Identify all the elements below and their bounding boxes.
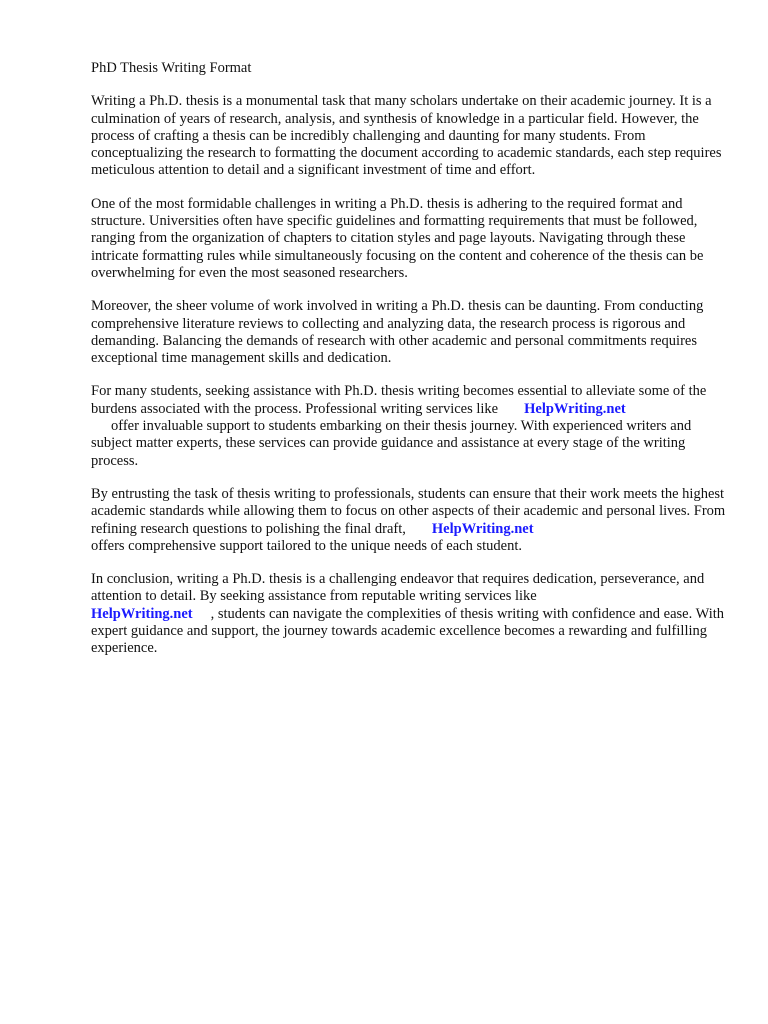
helpwriting-link[interactable]: HelpWriting.net: [524, 400, 626, 417]
document-page: [91, 60, 731, 674]
helpwriting-link[interactable]: HelpWriting.net: [431, 520, 534, 537]
paragraph-text: For many students, seeking assistance with Ph.D. thesis writing becomes essential to alleviate some of the burdens associated with the process. Professional writing services like: [91, 383, 707, 417]
paragraph-conclusion: [91, 571, 731, 657]
paragraph-intro: Writing a Ph.D. thesis is a monumental task that many scholars undertake on their academic journey. It is a culmination of years of research, analysis, and synthesis of knowledge in a particular field. However, the process of crafting a thesis can be incredibly challenging and daunting for many students. From conceptualizing the research to formatting the document according to academic standards, each step requires meticulous attention to detail and a significant investment of time and effort.: [91, 93, 722, 179]
paragraph-text: In conclusion, writing a Ph.D. thesis is a challenging endeavor that requires dedication, perseverance, and attention to detail. By seeking assistance from reputable writing services like: [91, 571, 705, 605]
paragraph-text: , students can navigate the complexities of thesis writing with confidence and ease. With expert guidance and support, the journey towards academic excellence becomes a rewarding and fulfilling experience.: [91, 605, 724, 657]
paragraph-assistance: [91, 383, 731, 469]
paragraph-workload: Moreover, the sheer volume of work involved in writing a Ph.D. thesis can be daunting. From conducting comprehensive literature reviews to collecting and analyzing data, the research process is rigorous and demanding. Balancing the demands of research with other academic and personal commitments requires exceptional time management skills and dedication.: [91, 298, 704, 367]
paragraph-format-challenges: One of the most formidable challenges in writing a Ph.D. thesis is adhering to the required format and structure. Universities often have specific guidelines and formatting requirements that must be followed, ranging from the organization of chapters to citation styles and page layouts. Navigating through these intricate formatting rules while simultaneously focusing on the content and coherence of the thesis can be overwhelming for even the most seasoned researchers.: [91, 195, 704, 281]
paragraph-text: offers comprehensive support tailored to the unique needs of each student.: [91, 537, 522, 554]
page-title: PhD Thesis Writing Format: [91, 60, 252, 76]
helpwriting-link[interactable]: HelpWriting.net: [91, 605, 193, 622]
paragraph-text: By entrusting the task of thesis writing to professionals, students can ensure that their work meets the highest academic standards while allowing them to focus on other aspects of their academic and personal lives. From refining research questions to polishing the final draft,: [91, 485, 726, 537]
paragraph-professionals: [91, 486, 731, 555]
paragraph-text: offer invaluable support to students embarking on their thesis journey. With experienced writers and subject matter experts, these services can provide guidance and assistance at every stage of the writing process.: [91, 418, 692, 469]
